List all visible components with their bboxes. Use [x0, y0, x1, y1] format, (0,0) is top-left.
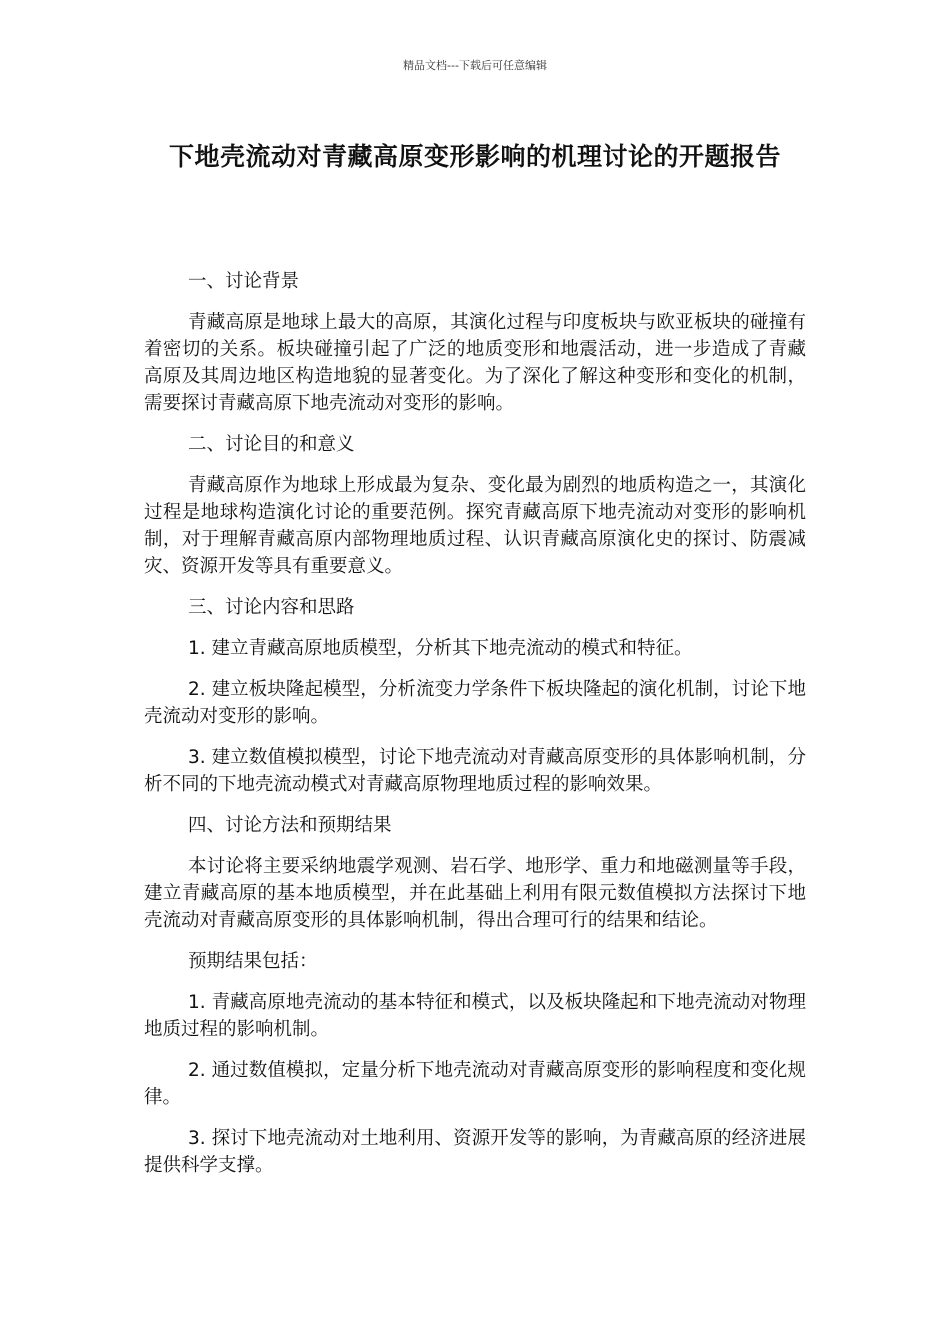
section-heading-purpose: 二、讨论目的和意义 [188, 434, 355, 455]
paragraph-purpose: 青藏高原作为地球上形成最为复杂、变化最为剧烈的地质构造之一，其演化过程是地球构造演化讨论的重要范例。探究青藏高原下地壳流动对变形的影响机制，对于理解青藏高原内部物理地质过程、认识青藏高原演化史的探讨、防震减灾、资源开发等具有重要意义。 [144, 475, 806, 577]
expected-results-intro: 预期结果包括： [188, 951, 318, 972]
expected-result-1: 1. 青藏高原地壳流动的基本特征和模式，以及板块隆起和下地壳流动对物理地质过程的影响机制。 [144, 992, 806, 1040]
content-item-2: 2. 建立板块隆起模型，分析流变力学条件下板块隆起的演化机制，讨论下地壳流动对变形的影响。 [144, 679, 806, 727]
paragraph-background: 青藏高原是地球上最大的高原，其演化过程与印度板块与欧亚板块的碰撞有着密切的关系。板块碰撞引起了广泛的地质变形和地震活动，进一步造成了青藏高原及其周边地区构造地貌的显著变化。为了深化了解这种变形和变化的机制，需要探讨青藏高原下地壳流动对变形的影响。 [144, 312, 806, 414]
expected-result-2: 2. 通过数值模拟，定量分析下地壳流动对青藏高原变形的影响程度和变化规律。 [144, 1060, 806, 1108]
expected-result-3: 3. 探讨下地壳流动对土地利用、资源开发等的影响，为青藏高原的经济进展提供科学支撑。 [144, 1128, 806, 1176]
paragraph-methods: 本讨论将主要采纳地震学观测、岩石学、地形学、重力和地磁测量等手段，建立青藏高原的基本地质模型，并在此基础上利用有限元数值模拟方法探讨下地壳流动对青藏高原变形的具体影响机制，得出合理可行的结果和结论。 [144, 856, 806, 931]
content-item-1: 1. 建立青藏高原地质模型，分析其下地壳流动的模式和特征。 [188, 638, 693, 659]
section-heading-methods: 四、讨论方法和预期结果 [188, 815, 392, 836]
section-heading-background: 一、讨论背景 [188, 271, 300, 292]
document-title: 下地壳流动对青藏高原变形影响的机理讨论的开题报告 [168, 142, 781, 171]
section-heading-content: 三、讨论内容和思路 [188, 597, 355, 618]
content-item-3: 3. 建立数值模拟模型，讨论下地壳流动对青藏高原变形的具体影响机制，分析不同的下地壳流动模式对青藏高原物理地质过程的影响效果。 [144, 747, 806, 795]
document-body [144, 268, 806, 1193]
header-note: 精品文档---下载后可任意编辑 [403, 59, 547, 72]
